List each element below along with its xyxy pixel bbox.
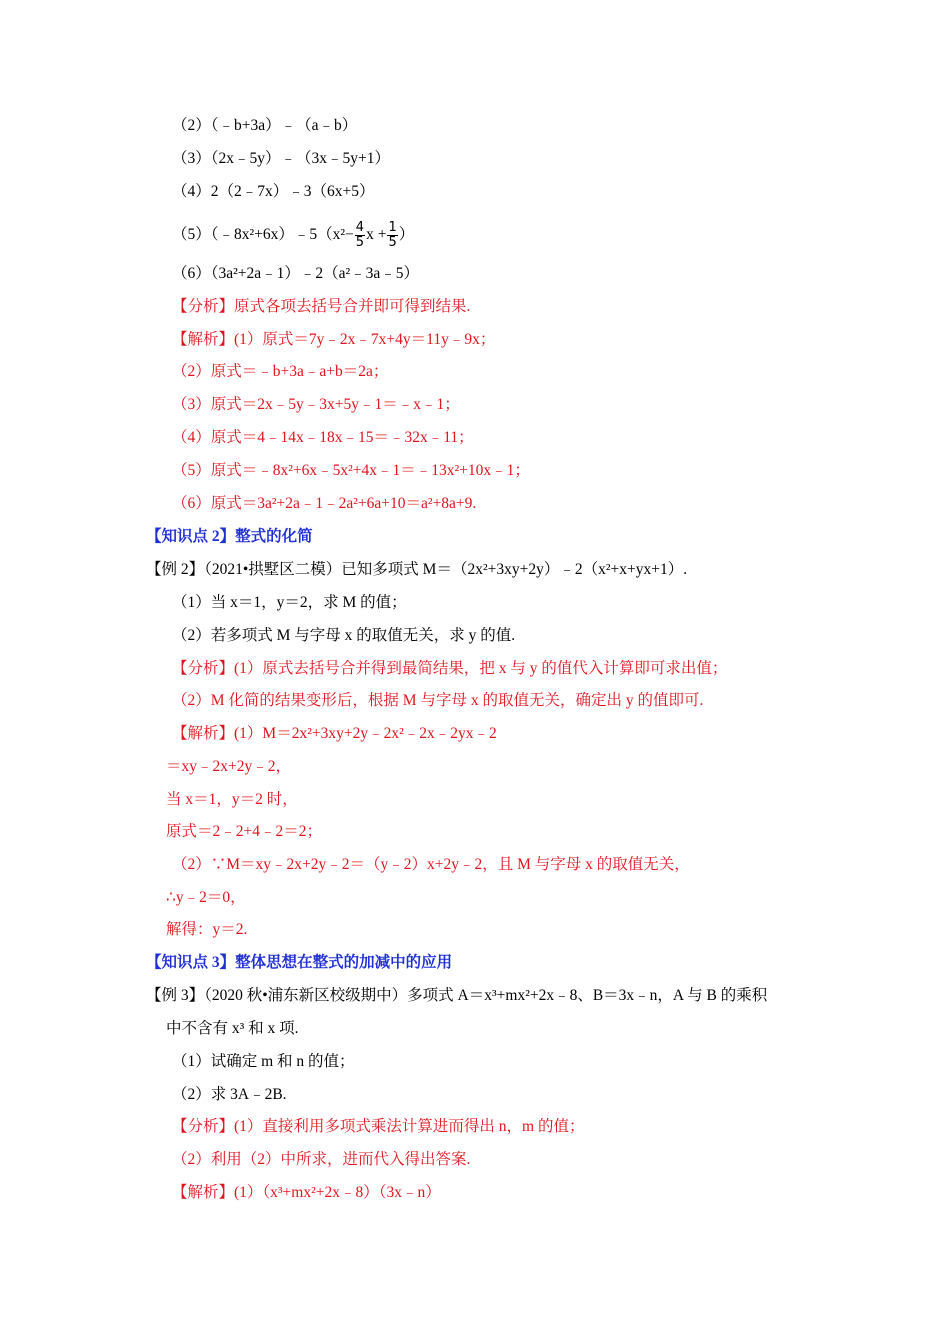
example-2-question-2: （2）若多项式 M 与字母 x 的取值无关，求 y 的值. <box>172 627 516 644</box>
problem-2: （2）（﹣b+3a）﹣（a﹣b） <box>172 117 358 134</box>
problem-6: （6）（3a²+2a﹣1）﹣2（a²﹣3a﹣5） <box>172 265 420 282</box>
fraction-denominator: 5 <box>388 234 397 250</box>
example-2-analysis-2: （2）M 化简的结果变形后，根据 M 与字母 x 的取值无关，确定出 y 的值即可. <box>172 692 704 709</box>
solution-1-4: （4）原式＝4﹣14x﹣18x﹣15＝﹣32x﹣11； <box>172 429 474 446</box>
solution-1-1: 【解析】(1）原式＝7y﹣2x﹣7x+4y＝11y﹣9x； <box>172 331 496 348</box>
example-3-analysis-1: 【分析】(1）直接利用多项式乘法计算进而得出 n，m 的值； <box>172 1118 585 1135</box>
example-2-solution-7: 解得：y＝2. <box>166 921 248 938</box>
knowledge-point-3-heading: 【知识点 3】整体思想在整式的加减中的应用 <box>146 954 453 971</box>
solution-1-5: （5）原式＝﹣8x²+6x﹣5x²+4x﹣1＝﹣13x²+10x﹣1； <box>172 462 530 479</box>
analysis-1: 【分析】原式各项去括号合并即可得到结果. <box>172 298 471 315</box>
fraction-numerator: 1 <box>388 219 397 235</box>
example-3-solution-1: 【解析】(1）（x³+mx²+2x﹣8）（3x﹣n） <box>172 1184 441 1201</box>
solution-1-6: （6）原式＝3a²+2a﹣1﹣2a²+6a+10＝a²+8a+9. <box>172 495 477 512</box>
problem-5-prefix: （5）（﹣8x²+6x）﹣5（x²− <box>172 226 354 243</box>
example-3-analysis-2: （2）利用（2）中所求，进而代入得出答案. <box>172 1151 471 1168</box>
problem-5-middle: x + <box>366 226 387 243</box>
fraction-numerator: 4 <box>355 219 365 235</box>
example-2-question-1: （1）当 x＝1，y＝2，求 M 的值； <box>172 594 407 611</box>
example-2-analysis-1: 【分析】(1）原式去括号合并得到最简结果，把 x 与 y 的值代入计算即可求出值； <box>172 660 728 677</box>
example-3-statement-cont: 中不含有 x³ 和 x 项. <box>166 1020 299 1037</box>
example-3-question-1: （1）试确定 m 和 n 的值； <box>172 1053 355 1070</box>
example-2-solution-5: （2）∵M＝xy﹣2x+2y﹣2＝（y﹣2）x+2y﹣2，且 M 与字母 x 的取值无关， <box>172 856 690 873</box>
fraction-denominator: 5 <box>355 234 365 250</box>
example-2-solution-4: 原式＝2﹣2+4﹣2＝2； <box>166 823 322 840</box>
problem-4: （4）2（2﹣7x）﹣3（6x+5） <box>172 183 375 200</box>
solution-1-2: （2）原式＝﹣b+3a﹣a+b＝2a； <box>172 363 389 380</box>
problem-5-suffix: ） <box>398 226 415 243</box>
example-2-solution-1: 【解析】(1）M＝2x²+3xy+2y﹣2x²﹣2x﹣2yx﹣2 <box>172 725 497 742</box>
example-2-solution-2: ＝xy﹣2x+2y﹣2， <box>166 758 291 775</box>
example-2-solution-3: 当 x＝1，y＝2 时， <box>166 791 298 808</box>
knowledge-point-2-heading: 【知识点 2】整式的化简 <box>146 528 313 545</box>
example-2-statement: 【例 2】（2021•拱墅区二模）已知多项式 M＝（2x²+3xy+2y）﹣2（x²+x+yx+1）. <box>146 561 688 578</box>
fraction-4-5 <box>355 221 365 250</box>
problem-5 <box>172 220 414 250</box>
fraction-1-5 <box>387 221 397 250</box>
problem-3: （3）（2x﹣5y）﹣（3x﹣5y+1） <box>172 150 390 167</box>
example-3-question-2: （2）求 3A﹣2B. <box>172 1086 287 1103</box>
example-3-statement: 【例 3】（2020 秋•浦东新区校级期中）多项式 A＝x³+mx²+2x﹣8、B＝3x﹣n，A 与 B 的乘积 <box>146 987 768 1004</box>
solution-1-3: （3）原式＝2x﹣5y﹣3x+5y﹣1＝﹣x﹣1； <box>172 396 460 413</box>
example-2-solution-6: ∴y﹣2＝0， <box>166 889 246 906</box>
